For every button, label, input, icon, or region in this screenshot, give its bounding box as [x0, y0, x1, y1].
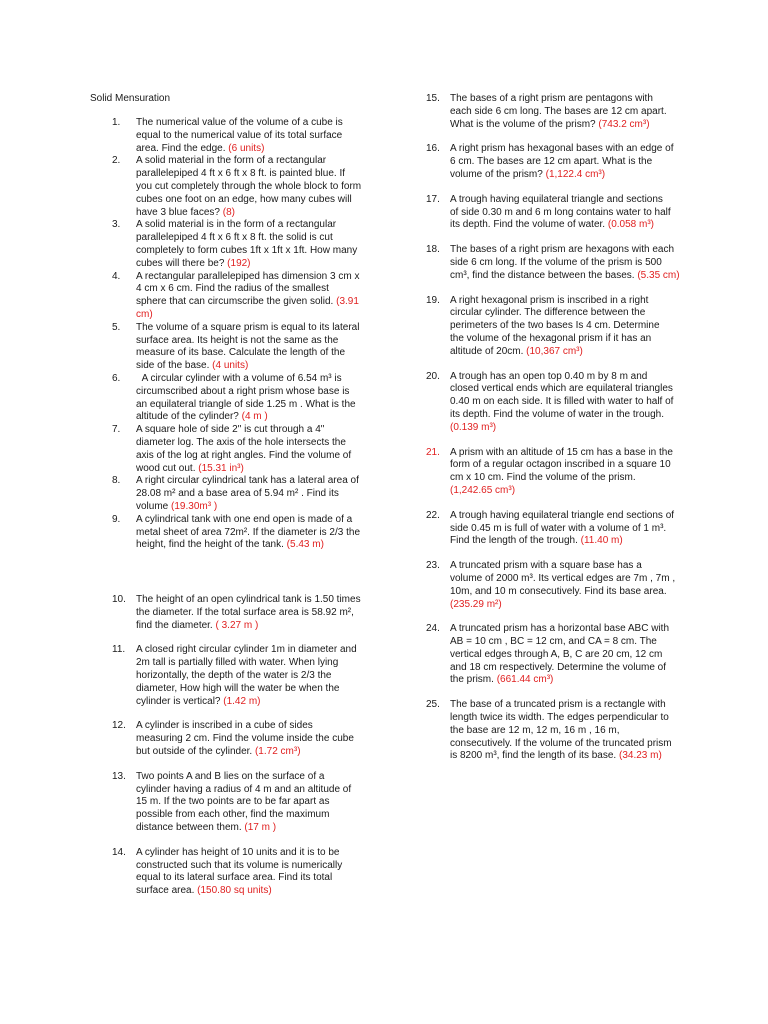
problem-16 [426, 143, 686, 181]
answer: (3.91 cm) [136, 296, 359, 320]
problem-text: A truncated prism has a horizontal base ABC with AB = 10 cm , BC = 12 cm, and CA = 8 cm. The vertical edges through A, B, C are 20 cm, 12 cm and 18 cm respectively. Determine the volume of the prism. (661.44 cm³) [450, 623, 670, 686]
answer: (10,367 cm³) [526, 345, 583, 357]
problem-19 [426, 295, 686, 359]
answer: (1.42 m) [223, 695, 261, 707]
problem-text: A circular cylinder with a volume of 6.54 m³ is circumscribed about a right prism whose base is an equilateral triangle of side 1.25 m . What is the altitude of the cylinder? (4 m ) [136, 372, 356, 423]
problem-number: 5. [112, 321, 121, 333]
problem-10 [112, 594, 368, 632]
problem-text: The bases of a right prism are hexagons with each side 6 cm long. If the volume of the prism is 500 cm³, find the distance between the bases. (5.35 cm) [450, 244, 680, 281]
problem-text: A prism with an altitude of 15 cm has a base in the form of a regular octagon inscribed in a square 10 cm x 10 cm. Find the volume of the prism. (1,242.65 cm³) [450, 446, 673, 496]
problem-text: A trough having equilateral triangle end sections of side 0.45 m is full of water with a volume of 1 m³. Find the length of the trough. (11.40 m) [450, 509, 675, 547]
problem-number: 18. [426, 244, 440, 256]
answer: (15.31 in³) [198, 462, 244, 474]
problem-number: 14. [112, 846, 126, 858]
answer: (8) [222, 206, 235, 218]
problem-number: 15. [426, 93, 440, 104]
problem-12 [112, 720, 368, 758]
problem-1 [112, 117, 368, 155]
problem-20 [426, 371, 686, 435]
problem-text: A trough having equilateral triangle and sections of side 0.30 m and 6 m long contains water to half its depth. Find the volume of water. (0.058 m³) [450, 193, 671, 231]
answer: (1.72 cm³) [254, 746, 301, 758]
problem-number: 17. [426, 193, 440, 205]
answer: ( 3.27 m ) [215, 619, 259, 631]
problem-number: 8. [112, 475, 121, 487]
problem-text: A closed right circular cylinder 1m in diameter and 2m tall is partially filled with water. When lying horizontally, the depth of the water is 2/3 the diameter, How high will the water be when the cylinder is vertical? (1.42 m) [136, 644, 357, 707]
problem-text: The height of an open cylindrical tank is 1.50 times the diameter. If the total surface area is 58.92 m², find the diameter. ( 3.27 m ) [136, 594, 361, 631]
problem-text: A rectangular parallelepiped has dimension 3 cm x 4 cm x 6 cm. Find the radius of the smallest sphere that can circumscribe the given solid. (3.91 cm) [136, 270, 360, 320]
problem-number: 19. [426, 294, 440, 306]
answer: (0.139 m³) [450, 421, 497, 433]
problem-number: 20. [426, 370, 440, 382]
problem-number: 9. [112, 513, 121, 525]
problem-text: A solid material is in the form of a rectangular parallelepiped 4 ft x 6 ft x 8 ft. the solid is cut completely to form cubes 1ft x 1ft x 1ft. How many cubes will there be? (192) [136, 219, 358, 269]
problem-number: 22. [426, 509, 440, 521]
right-column [426, 93, 686, 763]
problem-number: 21. [426, 446, 440, 458]
answer: (17 m ) [244, 822, 277, 834]
answer: (661.44 cm³) [496, 674, 554, 686]
problem-number: 3. [112, 219, 121, 231]
problem-9 [112, 514, 368, 552]
answer: (5.43 m) [286, 539, 324, 551]
answer: (5.35 cm) [637, 269, 680, 281]
answer: (19.30m³ ) [171, 500, 218, 512]
problem-number: 6. [112, 372, 121, 384]
answer: (6 units) [228, 142, 265, 154]
problem-text: The volume of a square prism is equal to its lateral surface area. Its height is not the same as the measure of its base. Calculate the length of the side of the base. (4 units) [136, 321, 360, 372]
answer: (4 m ) [241, 411, 268, 423]
problem-8 [112, 475, 368, 513]
problem-text: A right circular cylindrical tank has a lateral area of 28.08 m² and a base area of 5.94 m² . Find its volume (19.30m³ ) [136, 475, 359, 512]
problem-number: 25. [426, 699, 440, 711]
problem-text: A square hole of side 2" is cut through a 4" diameter log. The axis of the hole intersects the axis of the log at right angles. Find the volume of wood cut out. (15.31 in³) [136, 424, 352, 474]
problem-23 [426, 560, 686, 611]
problem-text: A cylinder has height of 10 units and it is to be constructed such that its volume is numerically equal to its lateral surface area. Find its total surface area. (150.80 sq units) [136, 846, 343, 897]
answer: (11.40 m) [580, 535, 623, 547]
problem-text: A cylinder is inscribed in a cube of sides measuring 2 cm. Find the volume inside the cube but outside of the cylinder. (1.72 cm³) [136, 720, 354, 758]
problem-number: 23. [426, 560, 440, 572]
problem-text: A trough has an open top 0.40 m by 8 m and closed vertical ends which are equilateral triangles 0.40 m on each side. It is filled with water to half of its depth. Find the volume of water in the trough. (0.139 m³) [450, 370, 674, 433]
answer: (743.2 cm³) [598, 118, 650, 130]
answer: (34.23 m) [619, 750, 662, 762]
problem-number: 11. [112, 644, 126, 656]
problem-number: 4. [112, 270, 121, 282]
problem-6 [112, 373, 368, 424]
problem-text: The numerical value of the volume of a cube is equal to the numerical value of its total surface area. Find the edge. (6 units) [136, 117, 343, 154]
problem-text: A truncated prism with a square base has a volume of 2000 m³. Its vertical edges are 7m , 7m , 10m, and 10 m consecutively. Find its base area. (235.29 m²) [450, 560, 676, 610]
problem-18 [426, 244, 686, 282]
problem-13 [112, 771, 368, 835]
answer: (235.29 m²) [450, 598, 502, 610]
answer: (0.058 m³) [607, 219, 654, 231]
problem-text: A right prism has hexagonal bases with an edge of 6 cm. The bases are 12 cm apart. What is the volume of the prism? (1,122.4 cm³) [450, 143, 674, 180]
problem-24 [426, 623, 686, 687]
problem-number: 12. [112, 720, 126, 732]
problem-text: A cylindrical tank with one end open is made of a metal sheet of area 72m². If the diameter is 2/3 the height, find the height of the tank. (5.43 m) [136, 513, 361, 551]
answer: (1,122.4 cm³) [545, 168, 606, 180]
answer: (1,242.65 cm³) [450, 484, 516, 496]
problem-25 [426, 699, 686, 763]
problem-number: 2. [112, 155, 121, 167]
problem-number: 16. [426, 143, 440, 155]
problem-5 [112, 322, 368, 373]
problem-2 [112, 155, 368, 219]
answer: (4 units) [212, 360, 249, 372]
problem-text: A right hexagonal prism is inscribed in a right circular cylinder. The difference between the perimeters of the two bases Is 4 cm. Determine the volume of the hexagonal prism if it has an altitude of 20cm. (10,367 cm³) [450, 294, 660, 357]
problem-21 [426, 447, 686, 498]
problem-15 [426, 93, 686, 131]
problem-text: The bases of a right prism are pentagons with each side 6 cm long. The bases are 12 cm apart. What is the volume of the prism? (743.2 cm³) [450, 93, 667, 130]
problem-number: 24. [426, 623, 440, 635]
page-title: Solid Mensuration [90, 93, 171, 104]
problem-22 [426, 510, 686, 548]
left-column [112, 117, 368, 898]
problem-11 [112, 644, 368, 708]
problem-number: 13. [112, 770, 126, 782]
answer: (192) [227, 257, 251, 269]
problem-17 [426, 194, 686, 232]
answer: (150.80 sq units) [197, 885, 272, 897]
problem-number: 7. [112, 424, 121, 436]
problem-number: 10. [112, 594, 126, 606]
problem-text: A solid material in the form of a rectangular parallelepiped 4 ft x 6 ft x 8 ft. is painted blue. If you cut completely through the whole block to form cubes one foot on an edge, how many cubes will have 3 blue faces? (8) [136, 155, 362, 218]
problem-number: 1. [112, 117, 121, 128]
problem-14 [112, 847, 368, 898]
problem-3 [112, 219, 368, 270]
problem-text: The base of a truncated prism is a rectangle with length twice its width. The edges perpendicular to the base are 12 m, 12 m, 16 m , 16 m, consecutively. If the volume of the truncated prism is 8200 m³, find the length of its base. (34.23 m) [450, 699, 672, 762]
problem-text: Two points A and B lies on the surface of a cylinder having a radius of 4 m and an altitude of 15 m. If the two points are to be far apart as possible from each other, find the maximum distance between them. (17 m ) [136, 770, 352, 834]
problem-4 [112, 271, 368, 322]
problem-7 [112, 424, 368, 475]
